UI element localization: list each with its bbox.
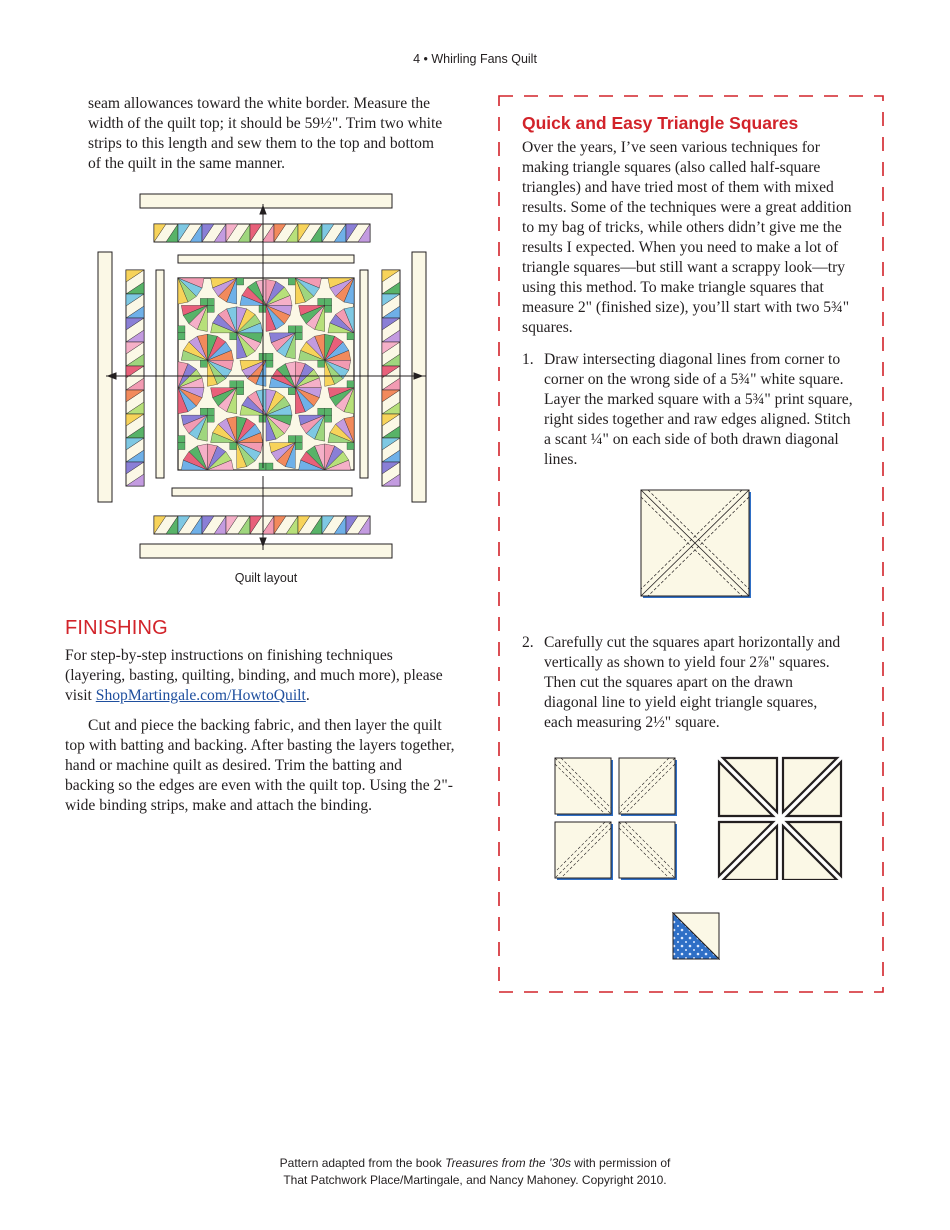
figure-caption: Quilt layout [234, 571, 298, 585]
sidebar-intro-paragraph: Over the years, I’ve seen various techniques for making triangle squares (also called half-square triangles) and have tried most of them with mixed results. Some of the techniques were a great addition to my bag of tricks, while others didn’t give me the results I expected. When you need to make a lot of triangle squares—but still want a scrappy look—try using this method. To make triangle squares that measure 2" (finished size), you’ll start with two 5¾" squares. [522, 139, 852, 336]
inner-border-left [156, 270, 164, 478]
inner-border-top [178, 255, 354, 263]
finishing-heading: FINISHING [65, 617, 168, 639]
running-header: 4 • Whirling Fans Quilt [413, 52, 537, 66]
step-2-number: 2. [522, 634, 534, 651]
marked-square-diagram [640, 489, 752, 599]
white-border-bottom [140, 544, 392, 558]
pieced-border-bottom [154, 516, 370, 534]
footer-line-2: That Patchwork Place/Martingale, and Nancy Mahoney. Copyright 2010. [283, 1173, 667, 1187]
finishing-paragraph-1 [65, 646, 455, 706]
inner-border-right [360, 270, 368, 478]
step-1-number: 1. [522, 351, 534, 368]
four-squares-group [555, 758, 677, 880]
finishing-paragraph-2: Cut and piece the backing fabric, and then layer the quilt top with batting and backing. After basting the layers together, hand or machine quilt as desired. Trim the batting and backing so the edges are even with the quilt top. Using the 2"-wide binding strips, make and attach the binding. [65, 717, 455, 814]
eight-triangle-squares-group [719, 758, 841, 880]
quilt-layout-diagram [96, 186, 436, 566]
finishing-text: For step-by-step instructions on finishing techniques (layering, basting, quilting, binding, and much more), please visit [65, 647, 443, 704]
finished-triangle-square-diagram [672, 912, 720, 960]
sidebar-heading: Quick and Easy Triangle Squares [522, 113, 799, 133]
pieced-border-right [382, 270, 400, 486]
step-1-text: Draw intersecting diagonal lines from corner to corner on the wrong side of a 5¾" white square. Layer the marked square with a 5¾" print square, right sides together and raw edges aligned. Stitch a scant ¼" on each side of both drawn diagonal lines. [544, 351, 853, 468]
footer-text: Pattern adapted from the book [279, 1156, 446, 1170]
pieced-border-top [154, 224, 370, 242]
pieced-border-left [126, 270, 144, 486]
footer-line-1 [0, 1155, 950, 1172]
inner-border-bottom [172, 488, 352, 496]
step-2-text: Carefully cut the squares apart horizontally and vertically as shown to yield four 2⅞" squares. Then cut the squares apart on the drawn diagonal line to yield eight triangle squares, each measuring 2½" square. [544, 634, 841, 731]
book-title: Treasures from the ’30s [445, 1156, 571, 1170]
finishing-period: . [305, 687, 310, 704]
border-instructions-paragraph: seam allowances toward the white border. Measure the width of the quilt top; it should be 59½". Trim two white strips to this length and sew them to the top and bottom of the quilt in the same manner. [88, 95, 443, 172]
quilt-center-blocks [178, 278, 354, 470]
white-border-top [140, 194, 392, 208]
footer-text-end: with permission of [570, 1156, 671, 1170]
howtoquilt-link[interactable]: ShopMartingale.com/HowtoQuilt [95, 687, 306, 704]
page-footer [0, 1155, 950, 1189]
cut-squares-diagram [553, 756, 853, 880]
